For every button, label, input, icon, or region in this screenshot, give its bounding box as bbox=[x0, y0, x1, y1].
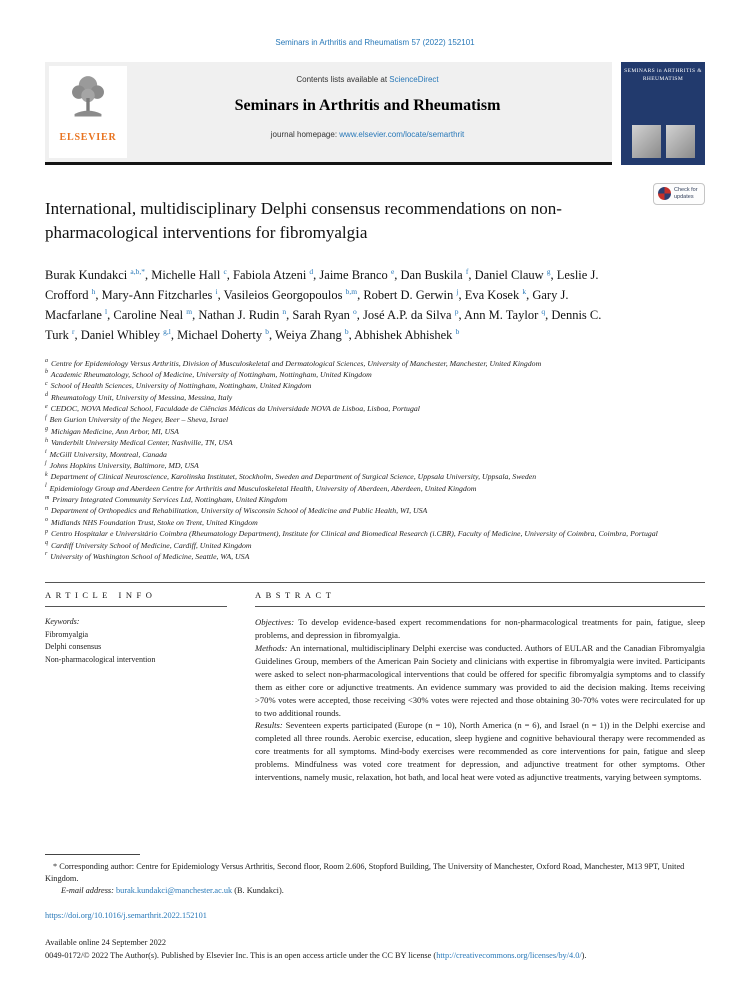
affiliation-item: $^n$ Department of Orthopedics and Rehabilitation, University of Wisconsin School of Medicine and Public Health, WI, USA bbox=[45, 505, 428, 516]
cover-title: SEMINARS in ARTHRITIS & RHEUMATISM bbox=[624, 68, 702, 83]
author-name: Caroline Neal $^m$ bbox=[113, 306, 193, 323]
author-list: Burak Kundakci $^{a,b,*}$, Michelle Hall $^c$, Fabiola Atzeni $^d$, Jaime Branco $^e$, Dan Buskila $^f$, Daniel Clauw $^g$, Leslie J. Crofford $^h$, Mary-Ann Fitzcharles $^i$, Vasileios Georgopoulos $^{b,m}$, Robert D. Gerwin $^j$, Eva Kosek $^k$, Gary J. Macfarlane $^l$, Caroline Neal $^m$, Nathan J. Rudin $^n$, Sarah Ryan $^o$, José A.P. da Silva $^p$, Ann M. Taylor $^q$, Dennis C. Turk $^r$, Daniel Whibley $^{g,l}$, Michael Doherty $^b$, Weiya Zhang $^b$, Abhishek Abhishek $^b$ bbox=[45, 266, 602, 343]
author-name: Dan Buskila $^f$ bbox=[400, 266, 469, 282]
author-name: Dennis C. Turk $^r$ bbox=[45, 308, 602, 343]
article-info-column bbox=[45, 583, 227, 784]
affiliation-item: $^c$ School of Health Sciences, University of Nottingham, Nottingham, United Kingdom bbox=[45, 380, 312, 391]
email-link[interactable]: burak.kundakci@manchester.ac.uk bbox=[116, 885, 233, 895]
copyright-line bbox=[45, 950, 705, 962]
author-name: Sarah Ryan $^o$ bbox=[292, 306, 357, 323]
journal-header bbox=[45, 62, 705, 165]
affiliation-item: $^h$ Vanderbilt University Medical Center, Nashville, TN, USA bbox=[45, 437, 233, 448]
affiliation-item: $^b$ Academic Rheumatology, School of Medicine, University of Nottingham, Nottingham, United Kingdom bbox=[45, 369, 372, 379]
doi-line bbox=[45, 910, 705, 922]
author-name: Nathan J. Rudin $^n$ bbox=[198, 306, 287, 323]
affiliation-item: $^j$ Johns Hopkins University, Baltimore, MD, USA bbox=[45, 460, 199, 470]
email-suffix: (B. Kundakci). bbox=[234, 885, 284, 895]
author-name: Fabiola Atzeni $^d$ bbox=[233, 266, 314, 282]
affiliation-item: $^f$ Ben Gurion University of the Negev, Beer – Sheva, Israel bbox=[45, 414, 229, 425]
author-name: Robert D. Gerwin $^j$ bbox=[363, 286, 459, 302]
author-name: Daniel Clauw $^g$ bbox=[474, 266, 551, 282]
email-label: E-mail address: bbox=[61, 885, 114, 895]
journal-homepage-link[interactable]: www.elsevier.com/locate/semarthrit bbox=[339, 130, 465, 139]
abstract-heading: ABSTRACT bbox=[255, 583, 705, 607]
info-abstract-section bbox=[45, 582, 705, 784]
affiliation-item: $^a$ Centre for Epidemiology Versus Arthritis, Division of Musculoskeletal and Dermatological Sciences, University of Manchester, Manchester, United Kingdom bbox=[45, 358, 542, 368]
journal-title: Seminars in Arthritis and Rheumatism bbox=[234, 97, 501, 114]
author-name: Leslie J. Crofford $^h$ bbox=[45, 267, 599, 302]
author-name: Michelle Hall $^c$ bbox=[151, 266, 227, 282]
author-name: Gary J. Macfarlane $^l$ bbox=[45, 287, 569, 323]
keyword-item: Delphi consensus bbox=[45, 642, 102, 652]
copyright-suffix: ). bbox=[581, 950, 587, 960]
journal-citation: Seminars in Arthritis and Rheumatism 57 (2022) 152101 bbox=[275, 38, 475, 47]
affiliation-list bbox=[45, 358, 705, 563]
article-title: International, multidisciplinary Delphi consensus recommendations on non-pharmacological interventions for fibromyalgia bbox=[45, 199, 562, 242]
check-for-updates-label: Check for updates bbox=[674, 187, 698, 200]
affiliation-item: $^l$ Epidemiology Group and Aberdeen Centre for Arthritis and Musculoskeletal Health, University of Aberdeen, Aberdeen, United Kingdom bbox=[45, 483, 477, 493]
cover-photo-right bbox=[666, 125, 695, 158]
keyword-list bbox=[45, 629, 227, 666]
footnote-rule bbox=[45, 854, 140, 855]
affiliation-item: $^k$ Department of Clinical Neuroscience, Karolinska Institutet, Stockholm, Sweden and Department of Surgical Science, Uppsala University, Uppsala, Sweden bbox=[45, 471, 537, 482]
author-name: Weiya Zhang $^b$ bbox=[275, 327, 349, 343]
abstract-text bbox=[255, 607, 705, 784]
homepage-line bbox=[127, 130, 608, 139]
author-name: Michael Doherty $^b$ bbox=[177, 327, 270, 343]
abstract-section: Results: Seventeen experts participated (Europe (n = 10), North America (n = 6), and Israel (n = 1)) in the Delphi exercise and completed all three rounds. Aerobic exercise, education, sleep hygiene and cognitive behavioural therapy were recommended as core treatments for all symptoms. Mind-body exercises were recommended as core interventions for pain, fatigue and sleep problems. Mindfulness was voted core treatment for depression, and adjunctive treatment for other symptoms. Other interventions, namely music, relaxation, hot bath, and local heat were voted as adjunctive treatments, varying between symptoms. bbox=[255, 720, 705, 783]
author-name: Ann M. Taylor $^q$ bbox=[464, 306, 546, 323]
author-name: Jaime Branco $^e$ bbox=[319, 266, 395, 282]
article-info-heading: ARTICLE INFO bbox=[45, 583, 227, 607]
cc-license-link[interactable]: http://creativecommons.org/licenses/by/4.0/ bbox=[436, 950, 582, 960]
contents-line bbox=[127, 75, 608, 84]
title-row bbox=[45, 187, 705, 245]
affiliation-item: $^q$ Cardiff University School of Medicine, Cardiff, United Kingdom bbox=[45, 540, 252, 550]
doi-link[interactable]: https://doi.org/10.1016/j.semarthrit.2022.152101 bbox=[45, 910, 207, 920]
keywords-label: Keywords: bbox=[45, 617, 80, 627]
copyright-text: 0049-0172/© 2022 The Author(s). Published by Elsevier Inc. This is an open access article under the CC BY license ( bbox=[45, 950, 437, 960]
author-name: Abhishek Abhishek $^b$ bbox=[354, 327, 460, 343]
affiliation-item: $^i$ McGill University, Montreal, Canada bbox=[45, 449, 167, 459]
footer-block bbox=[45, 854, 705, 962]
article-info-body bbox=[45, 607, 227, 666]
affiliation-item: $^g$ Michigan Medicine, Ann Arbor, MI, USA bbox=[45, 426, 179, 436]
elsevier-wordmark: ELSEVIER bbox=[59, 132, 117, 143]
sciencedirect-link[interactable]: ScienceDirect bbox=[389, 75, 439, 84]
email-line bbox=[45, 885, 705, 897]
cover-photo-left bbox=[632, 125, 661, 158]
keyword-item: Fibromyalgia bbox=[45, 629, 89, 639]
affiliation-item: $^d$ Rheumatology Unit, University of Messina, Messina, Italy bbox=[45, 392, 233, 402]
affiliation-item: $^e$ CEDOC, NOVA Medical School, Faculdade de Ciências Médicas da Universidade NOVA de Lisboa, Lisboa, Portugal bbox=[45, 403, 420, 414]
elsevier-logo[interactable] bbox=[49, 66, 127, 158]
abstract-column bbox=[255, 583, 705, 784]
affiliation-item: $^o$ Midlands NHS Foundation Trust, Stoke on Trent, United Kingdom bbox=[45, 517, 258, 527]
check-for-updates-badge[interactable] bbox=[653, 183, 705, 205]
journal-header-box bbox=[45, 62, 612, 165]
corresponding-author-note: * Corresponding author: Centre for Epidemiology Versus Arthritis, Second floor, Room 2.606, Stopford Building, The University of Manchester, Oxford Road, Manchester, M13 9PT, United Kingdom. bbox=[45, 861, 685, 883]
author-name: Burak Kundakci $^{a,b,*}$ bbox=[45, 266, 145, 282]
author-name: José A.P. da Silva $^p$ bbox=[363, 306, 459, 323]
cover-images bbox=[621, 125, 705, 165]
keyword-item: Non-pharmacological intervention bbox=[45, 654, 156, 664]
abstract-section: Objectives: To develop evidence-based expert recommendations for non-pharmacological treatments for pain, fatigue, sleep problems, and depression in fibromyalgia. bbox=[255, 617, 705, 641]
author-name: Vasileios Georgopoulos $^{b,m}$ bbox=[223, 286, 358, 302]
crossmark-icon bbox=[658, 187, 671, 200]
abstract-section: Methods: An international, multidisciplinary Delphi exercise was conducted. Authors of EULAR and the Canadian Fibromyalgia Guidelines Group, members of the American Pain Society and clinicians with expertise in fibromyalgia were invited. Participants were asked to select non-pharmacological interventions that could be offered for specific fibromyalgia symptoms and to classify them as either core or adjunctive treatments. An evidence summary was provided to aid the decision making. Items receiving >70% votes were accepted, those receiving <30% votes were rejected and those obtaining 30-70% votes were recirculated for up to two additional rounds. bbox=[255, 643, 706, 718]
homepage-prefix: journal homepage: bbox=[270, 130, 340, 139]
affiliation-item: $^m$ Primary Integrated Community Services Ltd, Nottingham, United Kingdom bbox=[45, 494, 288, 505]
author-name: Daniel Whibley $^{g,l}$ bbox=[80, 327, 171, 343]
journal-cover-thumbnail[interactable] bbox=[621, 62, 705, 165]
affiliation-item: $^r$ University of Washington School of Medicine, Seattle, WA, USA bbox=[45, 551, 250, 561]
contents-prefix: Contents lists available at bbox=[296, 75, 390, 84]
author-name: Mary-Ann Fitzcharles $^i$ bbox=[101, 286, 218, 302]
journal-header-center bbox=[127, 66, 608, 158]
affiliation-item: $^p$ Centro Hospitalar e Universitário Coimbra (Rheumatology Department), Institute for Clinical and Biomedical Research (i.CBR), Faculty of Medicine, University of Coimbra, Coimbra, Portugal bbox=[45, 528, 658, 539]
available-online-note: Available online 24 September 2022 bbox=[45, 937, 167, 947]
elsevier-tree-icon bbox=[67, 71, 109, 130]
author-name: Eva Kosek $^k$ bbox=[464, 286, 527, 302]
